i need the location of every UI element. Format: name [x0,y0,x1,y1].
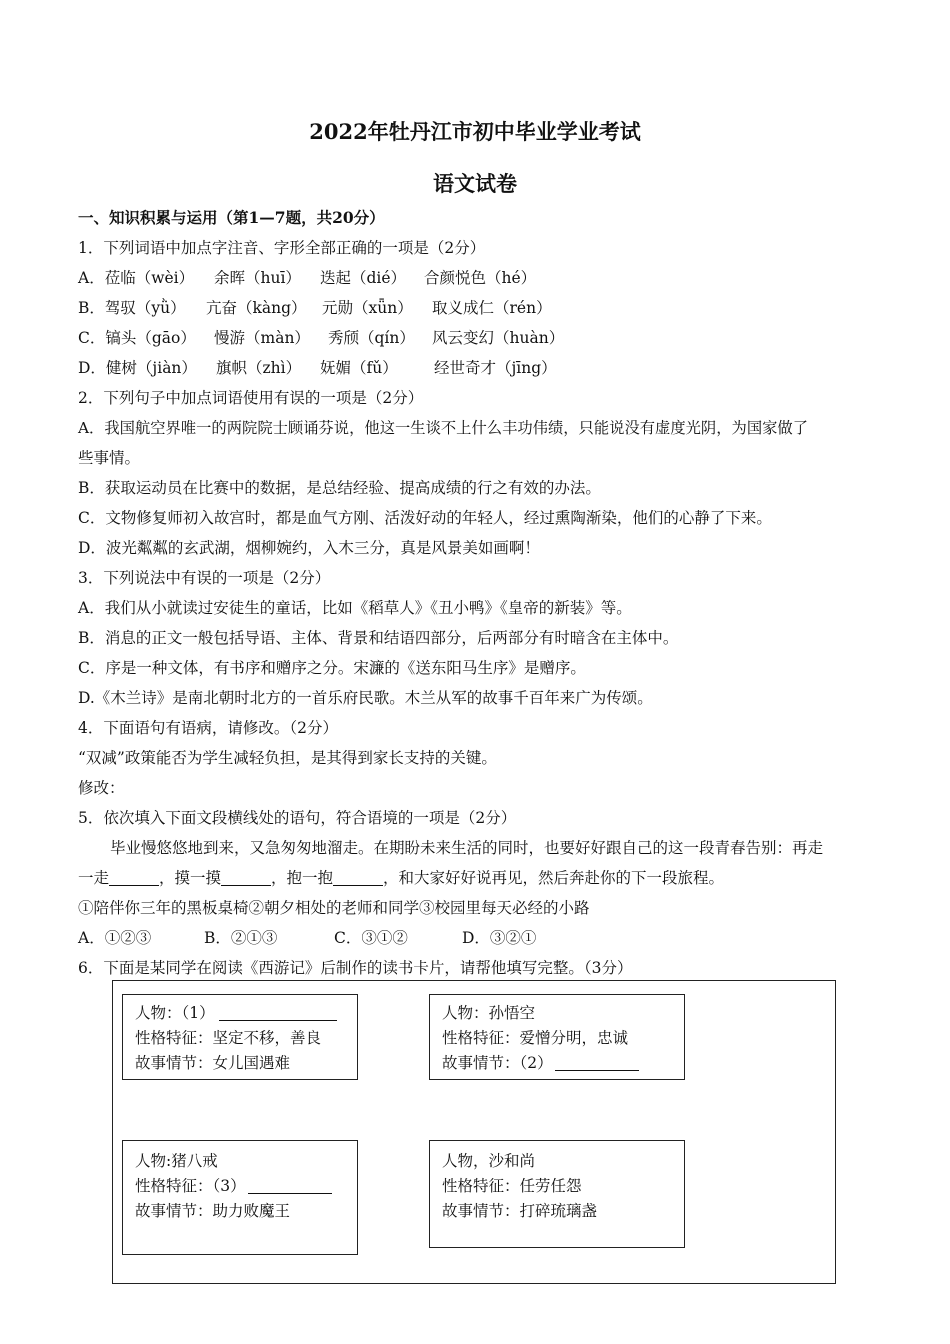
card1-trait: 性格特征：坚定不移，善良 [135,1029,322,1047]
card1-plot: 故事情节：女儿国遇难 [135,1054,291,1072]
q5-blank-2[interactable] [221,869,271,886]
q1-c-2: 慢游（màn） [214,329,310,347]
q5-stem: 5．依次填入下面文段横线处的语句，符合语境的一项是（2分） [78,809,517,827]
reading-card-2 [429,994,685,1080]
q5-option-d: D．③②① [462,929,537,947]
q5-blank-1[interactable] [109,869,159,886]
q1-c-1: C．镐头（gāo） [78,329,196,347]
q1-a-2: 余晖（huī） [214,269,301,287]
q5-paragraph-line2 [78,868,724,888]
q4-fix-label: 修改： [78,779,125,797]
card4-trait: 性格特征：任劳任怨 [442,1177,582,1195]
exam-subtitle: 语文试卷 [433,171,517,196]
q2-option-c: C．文物修复师初入故宫时，都是血气方刚、活泼好动的年轻人，经过熏陶渐染，他们的心静了下来。 [78,509,772,527]
card2-character: 人物：孙悟空 [442,1004,536,1022]
reading-card-4 [429,1140,685,1248]
card3-plot: 故事情节：助力败魔王 [135,1202,291,1220]
q1-b-4: 取义成仁（rén） [432,299,552,317]
reading-card-3 [122,1140,358,1255]
q1-d-4: 经世奇才（jīng） [434,359,557,377]
q1-a-1: A．莅临（wèi） [78,269,195,287]
q5-text-b: ，摸一摸 [159,869,222,887]
q3-stem: 3．下列说法中有误的一项是（2分） [78,569,331,587]
q5-option-a: A．①②③ [78,929,152,947]
card4-character: 人物，沙和尚 [442,1152,536,1170]
card3-blank[interactable] [248,1177,332,1194]
q5-option-c: C．③①② [334,929,408,947]
q1-b-1: B．驾驭（yǜ） [78,299,186,317]
q3-option-c: C．序是一种文体，有书序和赠序之分。宋濂的《送东阳马生序》是赠序。 [78,659,586,677]
card3-character: 人物:猪八戒 [135,1152,218,1170]
q2-option-b: B．获取运动员在比赛中的数据，是总结经验、提高成绩的行之有效的办法。 [78,479,601,497]
q4-stem: 4．下面语句有语病，请修改。（2分） [78,719,338,737]
q1-c-3: 秀颀（qín） [328,329,415,347]
card2-line3 [442,1053,639,1073]
card3-trait: 性格特征：（3） [135,1177,246,1195]
card1-line1 [135,1003,337,1023]
q1-d-1: D．健树（jiàn） [78,359,197,377]
q2-option-d: D．波光粼粼的玄武湖，烟柳婉约，入木三分，真是风景美如画啊！ [78,539,540,557]
q2-option-a-cont: 些事情。 [78,449,141,467]
q1-a-3: 迭起（dié） [320,269,407,287]
q1-d-2: 旗帜（zhì） [216,359,302,377]
card4-plot: 故事情节：打碎琉璃盏 [442,1202,598,1220]
q1-stem: 1．下列词语中加点字注音、字形全部正确的一项是（2分） [78,239,486,257]
q1-a-4: 合颜悦色（hé） [424,269,537,287]
q5-paragraph-line1: 毕业慢悠悠地到来，又急匆匆地溜走。在期盼未来生活的同时，也要好好跟自己的这一段青春告别：再走 [110,839,824,857]
card2-plot: 故事情节：（2） [442,1054,553,1072]
q5-blank-3[interactable] [333,869,383,886]
q6-stem: 6．下面是某同学在阅读《西游记》后制作的读书卡片，请帮他填写完整。（3分） [78,959,633,977]
q1-b-2: 亢奋（kàng） [206,299,307,317]
exam-title: 2022年牡丹江市初中毕业学业考试 [309,119,641,144]
q3-option-a: A．我们从小就读过安徒生的童话，比如《稻草人》《丑小鸭》《皇帝的新装》等。 [78,599,632,617]
reading-card-1 [122,994,358,1080]
q5-text-d: ，和大家好好说再见，然后奔赴你的下一段旅程。 [383,869,725,887]
card2-trait: 性格特征：爱憎分明，忠诚 [442,1029,629,1047]
q5-items: ①陪伴你三年的黑板桌椅②朝夕相处的老师和同学③校园里每天必经的小路 [78,899,590,917]
q2-stem: 2．下列句子中加点词语使用有误的一项是（2分） [78,389,424,407]
q3-option-b: B．消息的正文一般包括导语、主体、背景和结语四部分，后两部分有时暗含在主体中。 [78,629,679,647]
q1-b-3: 元勋（xǖn） [322,299,413,317]
q5-text-a: 一走 [78,869,110,887]
q1-d-3: 妩媚（fǔ） [320,359,398,377]
q5-option-b: B．②①③ [204,929,278,947]
card1-character: 人物：（1） [135,1004,215,1022]
card1-blank[interactable] [219,1004,337,1021]
q5-text-c: ，抱一抱 [271,869,334,887]
q4-sentence: “双减”政策能否为学生减轻负担，是其得到家长支持的关键。 [78,749,497,767]
section-heading: 一、知识积累与运用（第1—7题，共20分） [78,208,385,227]
q2-option-a: A．我国航空界唯一的两院院士顾诵芬说，他这一生谈不上什么丰功伟绩，只能说没有虚度光阴，为国家做了 [78,419,809,437]
q3-option-d: D.《木兰诗》是南北朝时北方的一首乐府民歌。木兰从军的故事千百年来广为传颂。 [78,689,653,707]
card2-blank[interactable] [555,1054,639,1071]
card3-line2 [135,1176,332,1196]
q1-c-4: 风云变幻（huàn） [432,329,565,347]
